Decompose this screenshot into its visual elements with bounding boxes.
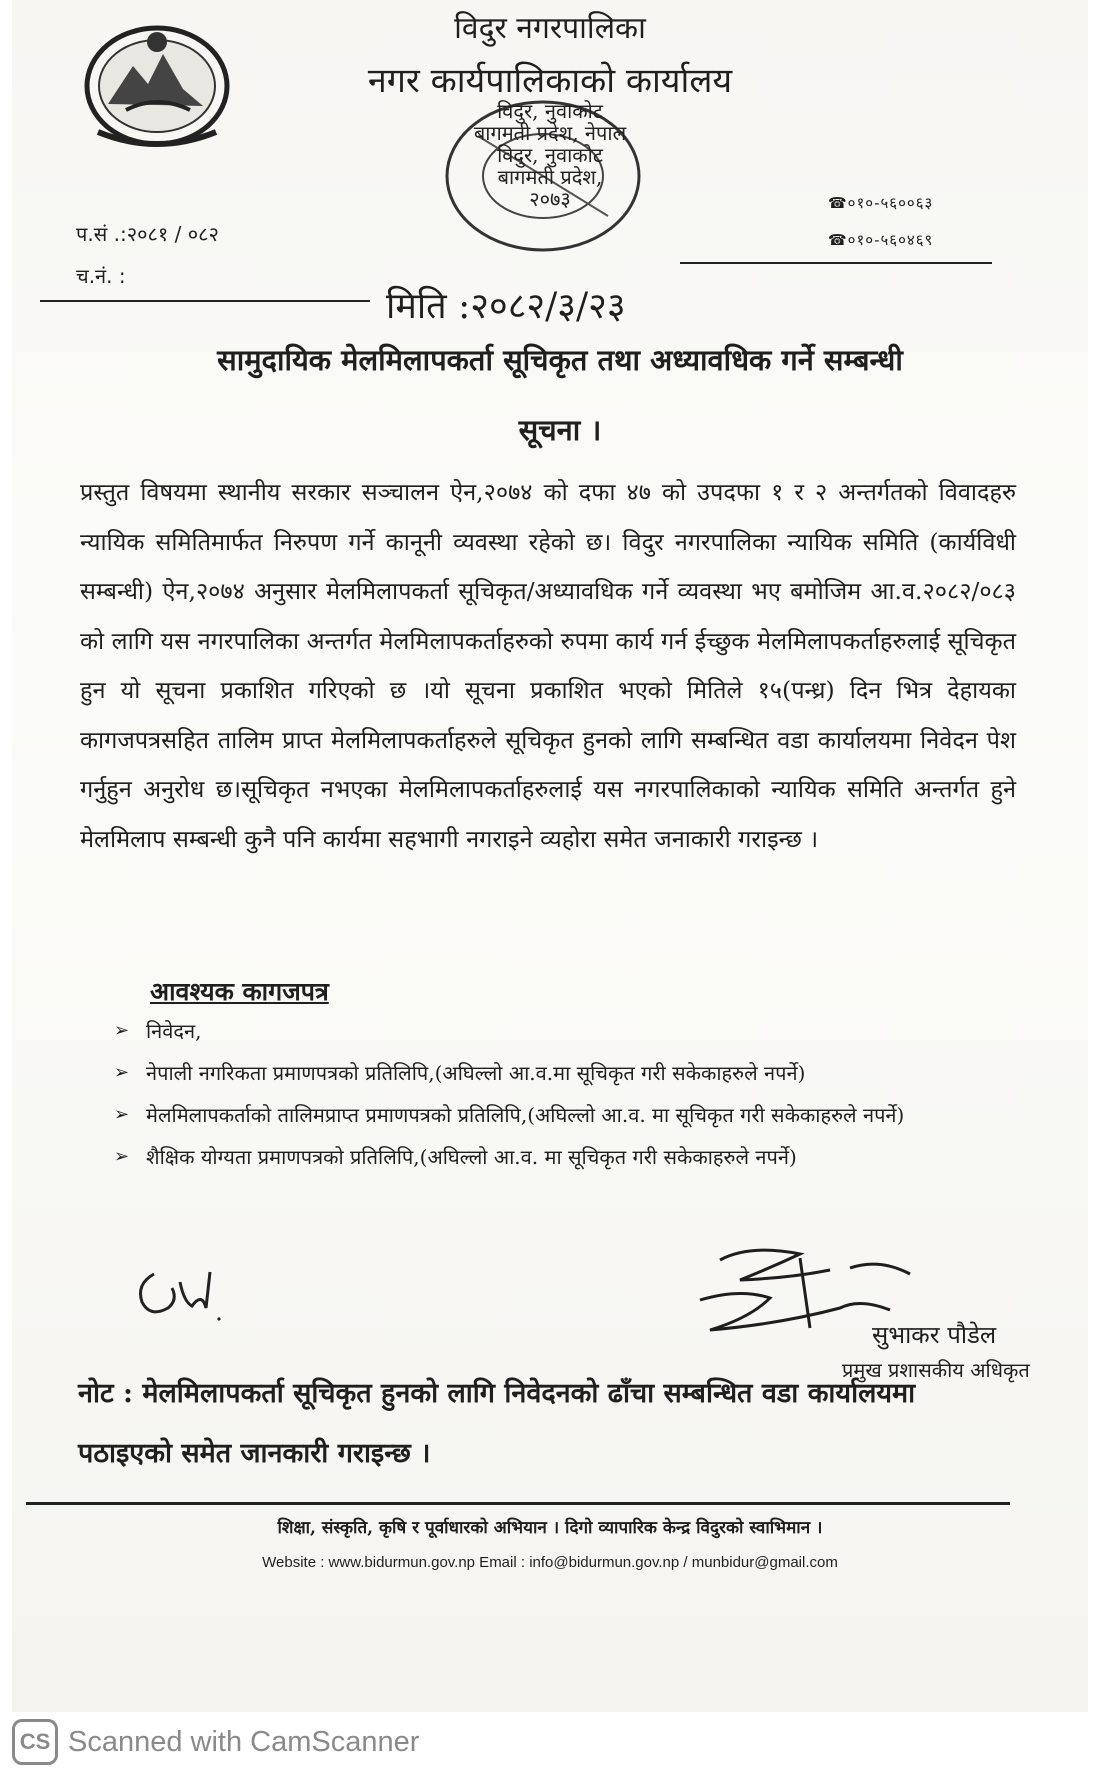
header-rule-right: [680, 262, 992, 264]
reference-number: प.सं .:२०८१ / ०८२: [76, 222, 219, 246]
required-documents-heading: आवश्यक कागजपत्र: [150, 977, 329, 1006]
required-documents-list: [114, 1010, 1026, 1178]
footer-slogan: शिक्षा, संस्कृति, कृषि र पूर्वाधारको अभियान । दिगो व्यापारिक केन्द्र विदुरको स्वाभिमान ।: [277, 1518, 823, 1538]
camscanner-watermark: [12, 1716, 419, 1768]
phone-number: ☎०१०-५६००६३: [828, 194, 934, 212]
footer-rule: [26, 1502, 1010, 1505]
arrow-bullet-icon: ➢: [114, 1062, 130, 1083]
list-item: ➢ निवेदन,: [114, 1010, 1026, 1052]
notice-title: सामुदायिक मेलमिलापकर्ता सूचिकृत तथा अध्यावधिक गर्ने सम्बन्धी: [217, 343, 903, 377]
signatory-name: सुभाकर पौडेल: [872, 1321, 997, 1349]
list-item: ➢ नेपाली नगरिकता प्रमाणपत्रको प्रतिलिपि,(अघिल्लो आ.व.मा सूचिकृत गरी सकेकाहरुले नपर्ने): [114, 1052, 1026, 1094]
arrow-bullet-icon: ➢: [114, 1020, 130, 1041]
municipality-name: विदुर नगरपालिका: [454, 11, 646, 46]
header-rule-left: [40, 300, 370, 302]
handwritten-initials: [132, 1262, 244, 1324]
arrow-bullet-icon: ➢: [114, 1104, 130, 1125]
office-name: नगर कार्यपालिकाको कार्यालय: [367, 61, 733, 101]
notice-date: मिति :२०८२/३/२३: [386, 286, 626, 327]
list-item: ➢ मेलमिलापकर्ताको तालिमप्राप्त प्रमाणपत्रको प्रतिलिपि,(अघिल्लो आ.व. मा सूचिकृत गरी सकेकाहरुले नपर्ने): [114, 1094, 1026, 1136]
footer-contact: Website : www.bidurmun.gov.np Email : info@bidurmun.gov.np / munbidur@gmail.com: [262, 1554, 838, 1571]
camscanner-label: Scanned with CamScanner: [68, 1725, 420, 1758]
notice-title-suffix: सूचना ।: [518, 413, 602, 447]
stamp-text: विदुर, नुवाकोट बागमती प्रदेश, नेपाल विदुर, नुवाकोट बागमती प्रदेश, २०७३: [473, 99, 627, 211]
list-item: ➢ शैक्षिक योग्यता प्रमाणपत्रको प्रतिलिपि,(अघिल्लो आ.व. मा सूचिकृत गरी सकेकाहरुले नपर्ने): [114, 1136, 1026, 1178]
signatory-title: प्रमुख प्रशासकीय अधिकृत: [842, 1358, 1030, 1382]
arrow-bullet-icon: ➢: [114, 1146, 130, 1167]
note-line: नोट : मेलमिलापकर्ता सूचिकृत हुनको लागि निवेदनको ढाँचा सम्बन्धित वडा कार्यालयमा: [78, 1378, 916, 1409]
notice-body: प्रस्तुत विषयमा स्थानीय सरकार सञ्चालन ऐन,२०७४ को दफा ४७ को उपदफा १ र २ अन्तर्गतको विवादहरु न्यायिक समितिमार्फत निरुपण गर्ने कानूनी व्यवस्था रहेको छ। विदुर नगरपालिका न्यायिक समिति (कार्यविधी सम्बन्धी) ऐन,२०७४ अनुसार मेलमिलापकर्ता सूचिकृत/अध्यावधिक गर्ने व्यवस्था भए बमोजिम आ.व.२०८२/०८३ को लागि यस नगरपालिका अन्तर्गत मेलमिलापकर्ताहरुको रुपमा कार्य गर्न ईच्छुक मेलमिलापकर्ताहरुलाई सूचिकृत हुन यो सूचना प्रकाशित गरिएको छ ।यो सूचना प्रकाशित भएको मितिले १५(पन्ध्र) दिन भित्र देहायका कागजपत्रसहित तालिम प्राप्त मेलमिलापकर्ताहरुले सूचिकृत हुनको लागि सम्बन्धित वडा कार्यालयमा निवेदन पेश गर्नुहुन अनुरोध छ।सूचिकृत नभएका मेलमिलापकर्ताहरुलाई यस नगरपालिकाको न्यायिक समिति अन्तर्गत हुने मेलमिलाप सम्बन्धी कुनै पनि कार्यमा सहभागी नगराइने व्यहोरा समेत जनाकारी गराइन्छ ।: [80, 478, 1016, 853]
note-line: पठाइएको समेत जानकारी गराइन्छ ।: [78, 1438, 431, 1469]
phone-number: ☎०१०-५६०४६९: [828, 231, 934, 249]
camscanner-logo-icon: CS: [12, 1719, 58, 1765]
dispatch-number: च.नं. :: [76, 264, 126, 288]
